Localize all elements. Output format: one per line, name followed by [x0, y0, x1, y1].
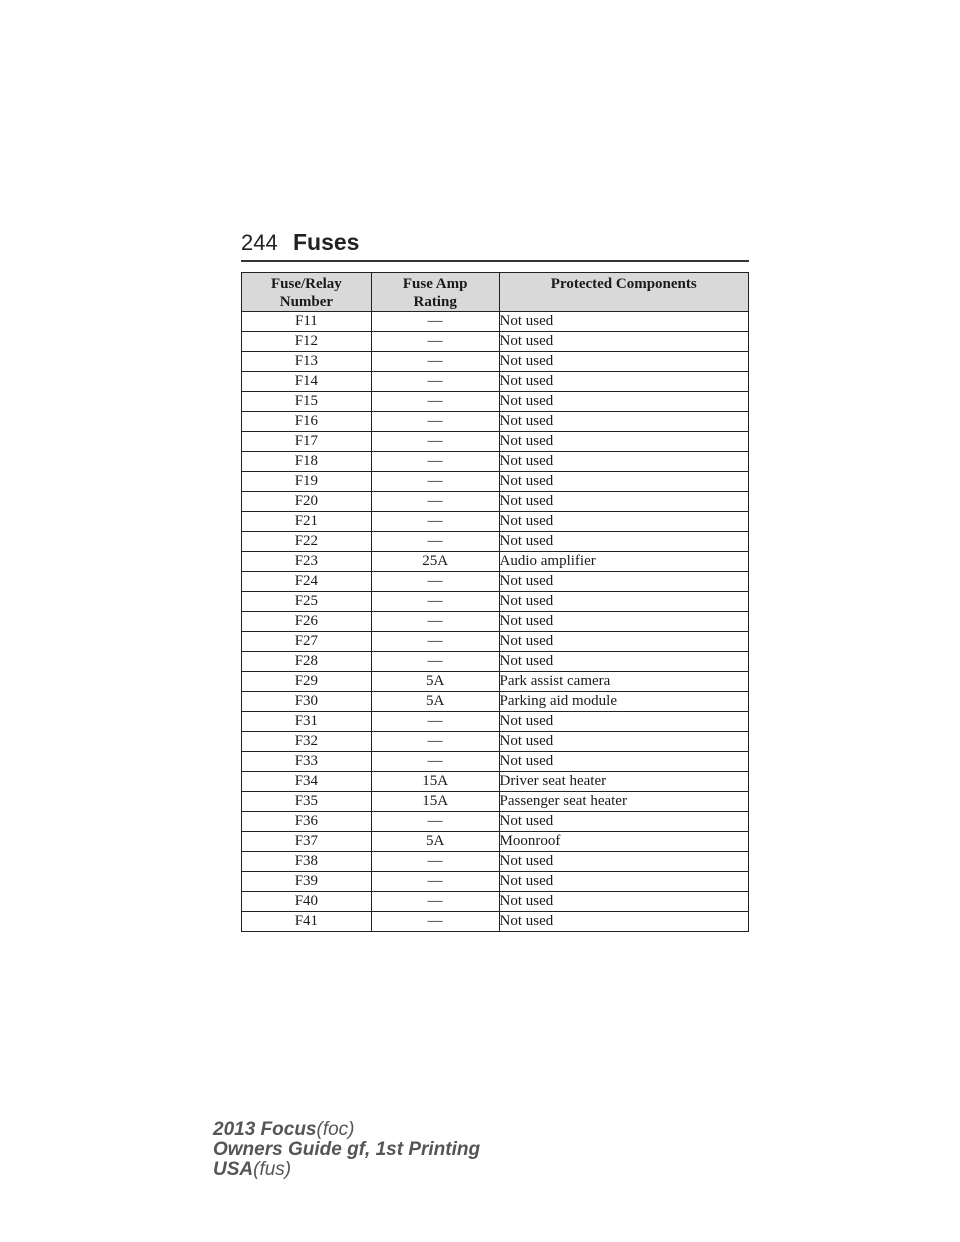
table-row: [242, 472, 749, 492]
header-fuse-relay-number-line-1: Fuse/Relay: [270, 276, 342, 292]
table-row: [242, 392, 749, 412]
protected-component-cell: Moonroof: [499, 832, 748, 852]
protected-component-cell: Not used: [499, 652, 748, 672]
fuse-number-cell: F29: [242, 672, 372, 692]
protected-component-cell: Not used: [499, 412, 748, 432]
fuse-amp-cell: —: [371, 532, 499, 552]
fuse-number-cell: F32: [242, 732, 372, 752]
table-header-row: [242, 273, 749, 312]
protected-component-cell: Not used: [499, 712, 748, 732]
table-row: [242, 552, 749, 572]
fuse-number-cell: F36: [242, 812, 372, 832]
header-fuse-relay-number-line-2: Number: [279, 294, 334, 310]
fuse-number-cell: F24: [242, 572, 372, 592]
protected-component-cell: Not used: [499, 332, 748, 352]
protected-component-cell: Not used: [499, 872, 748, 892]
fuse-amp-cell: —: [371, 852, 499, 872]
table-row: [242, 592, 749, 612]
protected-component-cell: Not used: [499, 392, 748, 412]
page-header: [241, 228, 749, 262]
fuse-number-cell: F27: [242, 632, 372, 652]
protected-component-cell: Not used: [499, 852, 748, 872]
table-row: [242, 512, 749, 532]
footer-market-code: (fus): [253, 1159, 292, 1180]
table-row: [242, 912, 749, 932]
fuse-number-cell: F17: [242, 432, 372, 452]
fuse-amp-cell: 5A: [371, 832, 499, 852]
table-row: [242, 432, 749, 452]
protected-component-cell: Not used: [499, 492, 748, 512]
fuse-number-cell: F22: [242, 532, 372, 552]
protected-component-cell: Not used: [499, 732, 748, 752]
fuse-amp-cell: —: [371, 912, 499, 932]
fuse-number-cell: F19: [242, 472, 372, 492]
fuse-number-cell: F40: [242, 892, 372, 912]
fuse-number-cell: F39: [242, 872, 372, 892]
table-row: [242, 372, 749, 392]
table-body: [242, 312, 749, 932]
footer-line-3: [213, 1160, 480, 1180]
fuse-amp-cell: —: [371, 332, 499, 352]
table-row: [242, 452, 749, 472]
protected-component-cell: Not used: [499, 432, 748, 452]
footer-line-2: [213, 1140, 480, 1160]
header-fuse-amp-rating-line-1: Fuse Amp: [402, 276, 468, 292]
protected-component-cell: Not used: [499, 812, 748, 832]
protected-component-cell: Driver seat heater: [499, 772, 748, 792]
table-row: [242, 692, 749, 712]
fuse-number-cell: F12: [242, 332, 372, 352]
fuse-number-cell: F37: [242, 832, 372, 852]
table-row: [242, 612, 749, 632]
protected-component-cell: Not used: [499, 632, 748, 652]
protected-component-cell: Audio amplifier: [499, 552, 748, 572]
fuse-amp-cell: —: [371, 512, 499, 532]
fuse-number-cell: F38: [242, 852, 372, 872]
fuse-number-cell: F11: [242, 312, 372, 332]
fuse-number-cell: F33: [242, 752, 372, 772]
table-row: [242, 852, 749, 872]
fuse-amp-cell: —: [371, 492, 499, 512]
page-number: 244: [241, 230, 278, 255]
fuse-amp-cell: 5A: [371, 692, 499, 712]
protected-component-cell: Not used: [499, 532, 748, 552]
header-fuse-amp-rating-line-2: Rating: [413, 294, 457, 310]
fuse-number-cell: F31: [242, 712, 372, 732]
table-row: [242, 492, 749, 512]
table-row: [242, 652, 749, 672]
fuse-number-cell: F18: [242, 452, 372, 472]
protected-component-cell: Not used: [499, 372, 748, 392]
header-protected-components-line-1: Protected Components: [550, 276, 697, 292]
header-protected-components: [499, 273, 748, 312]
fuse-number-cell: F34: [242, 772, 372, 792]
section-title: Fuses: [293, 229, 360, 255]
fuse-amp-cell: —: [371, 372, 499, 392]
table-row: [242, 312, 749, 332]
header-fuse-relay-number: [242, 273, 372, 312]
header-fuse-amp-rating: [371, 273, 499, 312]
fuse-number-cell: F23: [242, 552, 372, 572]
footer-market: USA: [213, 1159, 254, 1180]
footer-model: 2013 Focus: [213, 1119, 317, 1140]
fuse-amp-cell: —: [371, 812, 499, 832]
protected-component-cell: Not used: [499, 752, 748, 772]
fuse-number-cell: F30: [242, 692, 372, 712]
fuse-number-cell: F25: [242, 592, 372, 612]
table-row: [242, 872, 749, 892]
protected-component-cell: Not used: [499, 892, 748, 912]
fuse-amp-cell: —: [371, 432, 499, 452]
table-row: [242, 332, 749, 352]
table-row: [242, 532, 749, 552]
fuse-amp-cell: —: [371, 592, 499, 612]
fuse-number-cell: F14: [242, 372, 372, 392]
table-row: [242, 772, 749, 792]
fuse-amp-cell: —: [371, 452, 499, 472]
protected-component-cell: Not used: [499, 572, 748, 592]
fuse-number-cell: F26: [242, 612, 372, 632]
fuse-number-cell: F28: [242, 652, 372, 672]
table-row: [242, 892, 749, 912]
fuse-amp-cell: —: [371, 392, 499, 412]
fuse-amp-cell: 15A: [371, 772, 499, 792]
footer-printing: Owners Guide gf, 1st Printing: [213, 1139, 481, 1160]
fuse-amp-cell: —: [371, 352, 499, 372]
table-row: [242, 412, 749, 432]
protected-component-cell: Not used: [499, 912, 748, 932]
fuse-amp-cell: —: [371, 412, 499, 432]
fuse-number-cell: F35: [242, 792, 372, 812]
fuse-amp-cell: —: [371, 472, 499, 492]
fuse-amp-cell: —: [371, 572, 499, 592]
protected-component-cell: Not used: [499, 592, 748, 612]
fuse-amp-cell: —: [371, 872, 499, 892]
fuse-table: [241, 272, 749, 932]
protected-component-cell: Not used: [499, 312, 748, 332]
fuse-amp-cell: —: [371, 732, 499, 752]
protected-component-cell: Not used: [499, 512, 748, 532]
fuse-number-cell: F16: [242, 412, 372, 432]
table-row: [242, 572, 749, 592]
fuse-amp-cell: 5A: [371, 672, 499, 692]
protected-component-cell: Passenger seat heater: [499, 792, 748, 812]
protected-component-cell: Parking aid module: [499, 692, 748, 712]
table-row: [242, 792, 749, 812]
fuse-number-cell: F21: [242, 512, 372, 532]
table-row: [242, 812, 749, 832]
fuse-amp-cell: 25A: [371, 552, 499, 572]
protected-component-cell: Not used: [499, 472, 748, 492]
protected-component-cell: Not used: [499, 352, 748, 372]
fuse-amp-cell: —: [371, 312, 499, 332]
fuse-amp-cell: —: [371, 632, 499, 652]
protected-component-cell: Not used: [499, 452, 748, 472]
fuse-amp-cell: 15A: [371, 792, 499, 812]
fuse-number-cell: F15: [242, 392, 372, 412]
table-row: [242, 632, 749, 652]
document-footer: [213, 1120, 480, 1180]
table-row: [242, 752, 749, 772]
table-row: [242, 832, 749, 852]
table-row: [242, 732, 749, 752]
fuse-amp-cell: —: [371, 892, 499, 912]
footer-line-1: [213, 1120, 480, 1140]
table-row: [242, 672, 749, 692]
footer-model-code: (foc): [316, 1119, 355, 1140]
table-row: [242, 712, 749, 732]
fuse-amp-cell: —: [371, 712, 499, 732]
fuse-number-cell: F20: [242, 492, 372, 512]
protected-component-cell: Not used: [499, 612, 748, 632]
fuse-amp-cell: —: [371, 752, 499, 772]
fuse-number-cell: F41: [242, 912, 372, 932]
fuse-amp-cell: —: [371, 652, 499, 672]
table-row: [242, 352, 749, 372]
fuse-amp-cell: —: [371, 612, 499, 632]
protected-component-cell: Park assist camera: [499, 672, 748, 692]
fuse-number-cell: F13: [242, 352, 372, 372]
